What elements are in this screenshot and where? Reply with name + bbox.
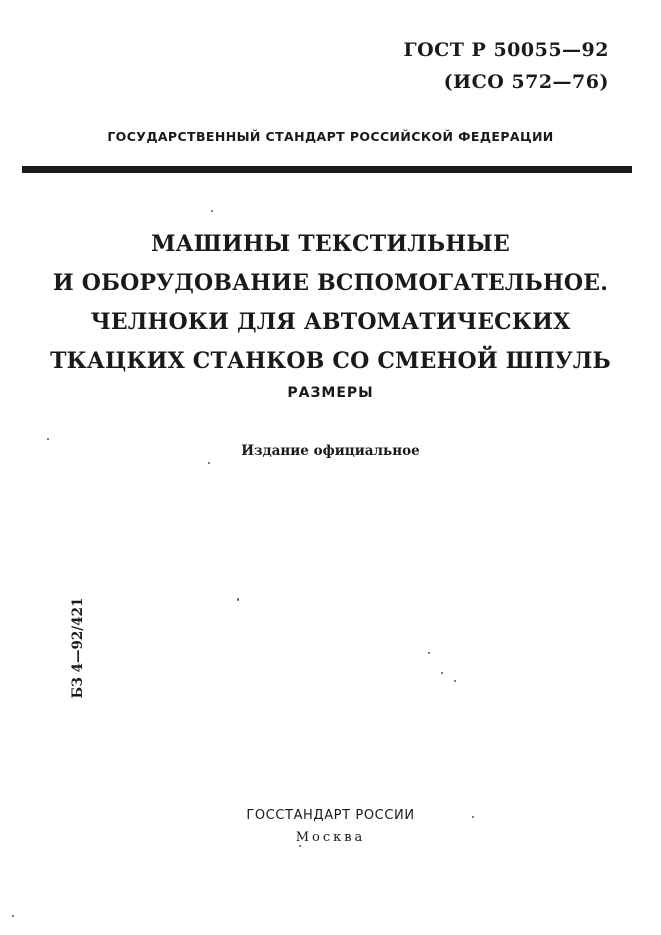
scan-speck: [441, 672, 443, 674]
document-subtitle: РАЗМЕРЫ: [287, 385, 374, 401]
scan-speck: [299, 845, 301, 847]
title-line-4: ТКАЦКИХ СТАНКОВ СО СМЕНОЙ ШПУЛЬ: [50, 348, 611, 374]
scan-speck: [208, 462, 210, 464]
document-title: [0, 225, 661, 381]
standard-number-block: [404, 34, 610, 98]
scan-speck: [454, 680, 456, 682]
title-line-1: МАШИНЫ ТЕКСТИЛЬНЫЕ: [151, 231, 510, 257]
title-line-3: ЧЕЛНОКИ ДЛЯ АВТОМАТИЧЕСКИХ: [90, 309, 571, 335]
side-code: БЗ 4—92/421: [70, 597, 86, 699]
scan-speck: [472, 816, 474, 818]
title-line-2: И ОБОРУДОВАНИЕ ВСПОМОГАТЕЛЬНОЕ.: [52, 270, 609, 296]
scan-speck: [428, 652, 430, 654]
edition-label: Издание официальное: [241, 443, 420, 459]
publisher-city: Москва: [295, 830, 366, 845]
scan-speck: [47, 438, 49, 440]
header-divider: [22, 166, 632, 173]
publisher-name: ГОССТАНДАРТ РОССИИ: [246, 808, 415, 823]
scan-speck: [237, 598, 239, 601]
standard-code: ГОСТ Р 50055—92: [403, 39, 609, 61]
iso-code: (ИСО 572—76): [443, 71, 609, 93]
scan-speck: [12, 915, 14, 917]
state-standard-label: ГОСУДАРСТВЕННЫЙ СТАНДАРТ РОССИЙСКОЙ ФЕДЕРАЦИИ: [107, 129, 554, 144]
scan-speck: [211, 210, 213, 212]
